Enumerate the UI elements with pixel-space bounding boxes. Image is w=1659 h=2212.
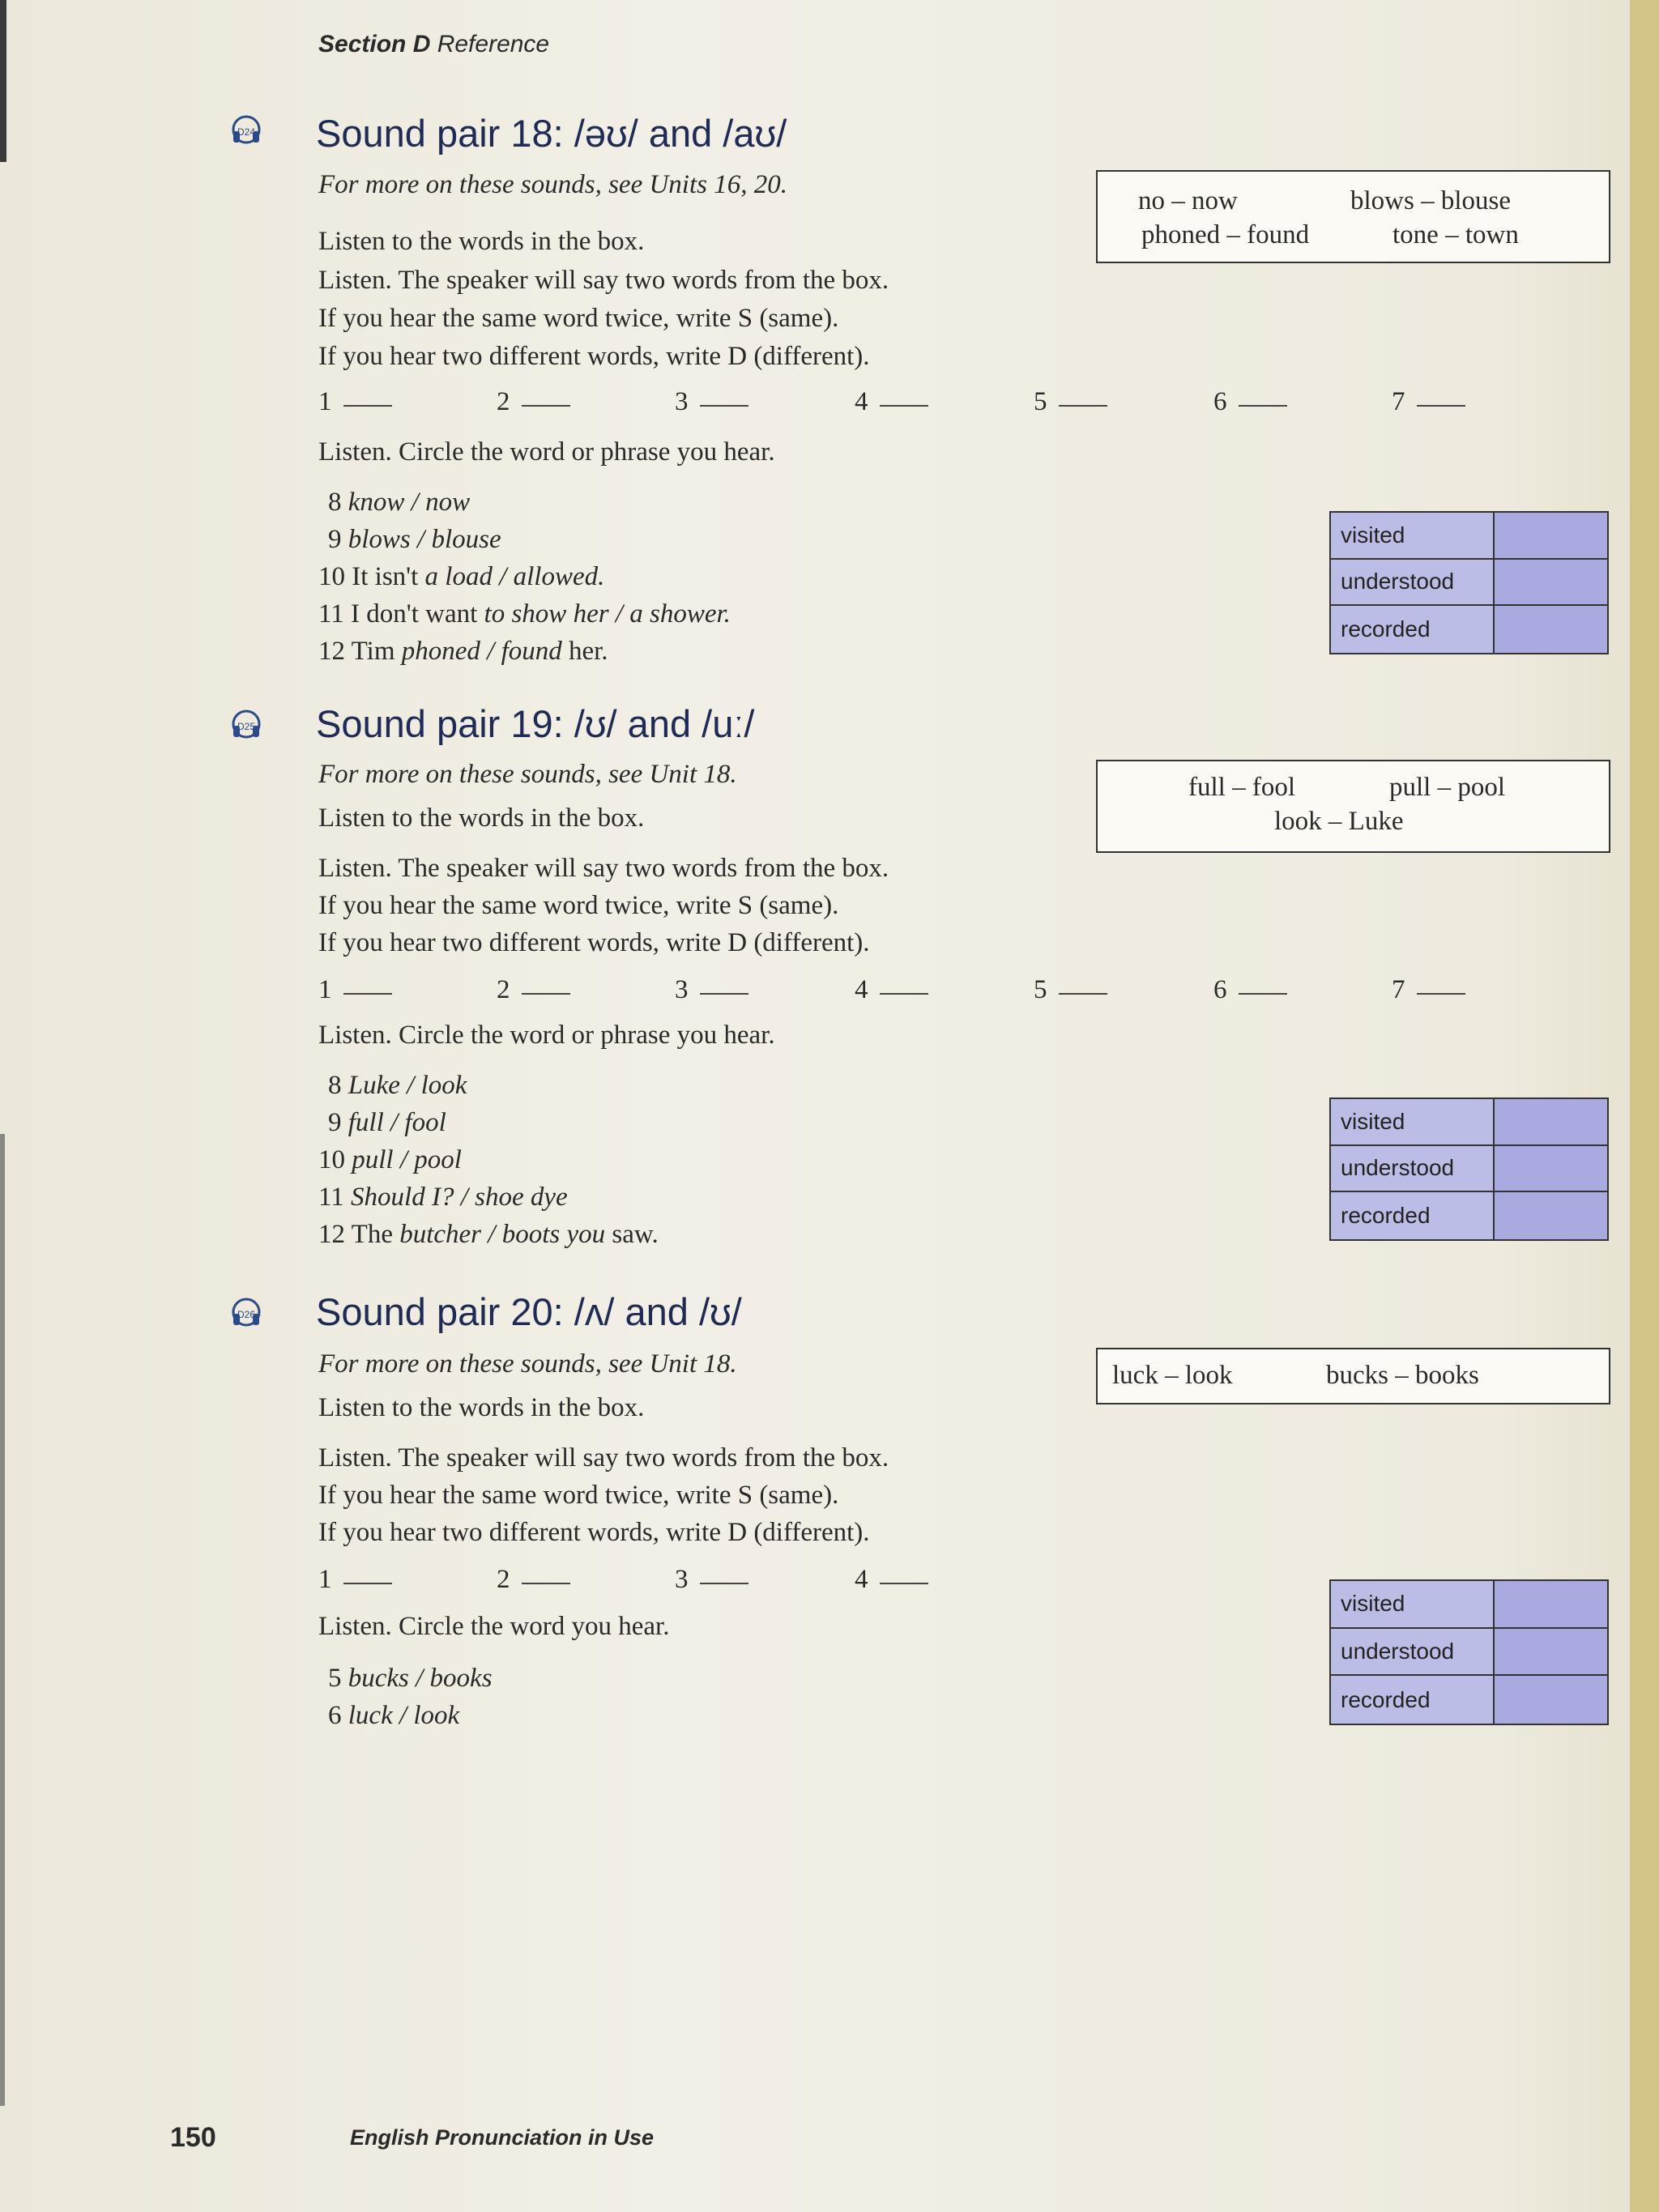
progress-checkbox[interactable] (1495, 1629, 1607, 1677)
word-pair: pull – pool (1389, 773, 1506, 802)
same-diff-line: If you hear the same word twice, write S (same). (318, 1481, 839, 1510)
word-box-20 (1096, 1348, 1610, 1404)
same-diff-line: If you hear two different words, write D (different). (318, 928, 870, 957)
track-label-2: D26 (237, 1309, 256, 1320)
same-diff-line: Listen. The speaker will say two words from the box. (318, 266, 889, 295)
progress-checkbox[interactable] (1495, 513, 1607, 560)
same-diff-line: If you hear the same word twice, write S (same). (318, 304, 839, 333)
word-pair: full – fool (1188, 773, 1295, 802)
word-pair: phoned – found (1141, 220, 1310, 249)
progress-checkbox[interactable] (1495, 560, 1607, 607)
progress-label: visited (1331, 513, 1495, 560)
answer-blank[interactable] (522, 405, 570, 407)
answer-blank[interactable] (1059, 405, 1107, 407)
progress-checklist-19 (1329, 1097, 1609, 1241)
audio-track-icon[interactable] (228, 113, 264, 149)
circle-item[interactable]: 12 Tim phoned / found her. (318, 637, 608, 666)
word-pair: tone – town (1392, 220, 1519, 249)
track-label-0: D24 (237, 126, 256, 138)
header-reference: Reference (437, 31, 550, 58)
progress-label: recorded (1331, 606, 1495, 653)
audio-track-icon[interactable] (228, 1296, 264, 1332)
answer-blank[interactable] (522, 993, 570, 995)
progress-checkbox[interactable] (1495, 1146, 1607, 1193)
page-right-edge (1630, 0, 1659, 2212)
answer-blank[interactable] (1239, 993, 1287, 995)
progress-label: recorded (1331, 1192, 1495, 1239)
page-number: 150 (170, 2122, 216, 2153)
answer-blank[interactable] (880, 1583, 928, 1584)
answer-blank[interactable] (343, 405, 392, 407)
answer-blank[interactable] (1417, 405, 1465, 407)
page-spine-shadow (0, 1134, 5, 2106)
same-diff-line: If you hear the same word twice, write S (same). (318, 891, 839, 920)
answer-blank[interactable] (1239, 405, 1287, 407)
circle-instruction-20: Listen. Circle the word you hear. (318, 1612, 670, 1641)
progress-label: recorded (1331, 1676, 1495, 1724)
box-instruction-18: Listen to the words in the box. (318, 227, 645, 256)
answer-blank[interactable] (522, 1583, 570, 1584)
circle-instruction-18: Listen. Circle the word or phrase you hear. (318, 437, 775, 467)
progress-checkbox[interactable] (1495, 1099, 1607, 1146)
audio-track-icon[interactable] (228, 708, 264, 744)
section-title-19: Sound pair 19: /ʊ/ and /uː/ (316, 702, 755, 745)
progress-checkbox[interactable] (1495, 1676, 1607, 1724)
progress-checklist-20 (1329, 1579, 1609, 1725)
progress-checklist-18 (1329, 511, 1609, 654)
page-spine (0, 0, 6, 162)
word-pair: no – now (1138, 186, 1238, 215)
same-diff-line: If you hear two different words, write D (different). (318, 342, 870, 371)
progress-label: visited (1331, 1099, 1495, 1146)
answer-blank[interactable] (880, 405, 928, 407)
see-units-18: For more on these sounds, see Units 16, 20. (318, 170, 787, 199)
progress-label: understood (1331, 1146, 1495, 1193)
header-section: Section D (318, 31, 431, 58)
circle-item[interactable]: 9 blows / blouse (328, 525, 501, 554)
box-instruction-19: Listen to the words in the box. (318, 803, 645, 833)
answer-blank[interactable] (343, 1583, 392, 1584)
progress-checkbox[interactable] (1495, 606, 1607, 653)
see-units-19: For more on these sounds, see Unit 18. (318, 760, 737, 789)
answer-blank[interactable] (700, 1583, 748, 1584)
circle-item[interactable]: 10 It isn't a load / allowed. (318, 562, 605, 591)
word-pair: blows – blouse (1350, 186, 1511, 215)
progress-label: visited (1331, 1581, 1495, 1629)
circle-item[interactable]: 9 full / fool (328, 1108, 446, 1137)
book-page: Section D Reference D24 Sound pair 18: /əʊ/ and /aʊ/ For more on these sounds, see Units 16, 20. Listen to the words in the box. no – now blows – blouse phoned – found tone – town Listen. The speaker will say two words from the box. If you hear the same word twice, write S (same). If you hear two different words, write D (different). 1 2 3 4 5 6 7 Listen. Circle the word or phrase you hear. 8 know / now 9 blows / blouse 10 It isn't a load / allowed. 11 I don't want to show her / a shower. 12 Tim phoned / found her. visited understood recorded D25 Sound pair 19: /ʊ/ and /uː/ For more on these sounds, see Unit 18. Listen to the words in the box. full – fool pull – pool look – Luke Listen. The speaker will say two words from the box. If you hear the same word twice, write S (same). If you hear two different words, write D (different). 1 2 3 4 5 6 7 Listen. Circle the word or phrase you hear. 8 Luke / look 9 full / fool 10 pull / pool 11 Should I? / shoe dye 12 The butcher / boots you saw. visited understood recorded D26 Sound pair 20: /ʌ/ and /ʊ/ For more on these sounds, see Unit 18. Listen to the words in the box. luck – look bucks – books Listen. The speaker will say two words from the box. If you hear the same word twice, write S (same). If you hear two different words, write D (different). 1 2 3 4 Listen. Circle the word you hear. 5 bucks / books 6 luck / look visited understood recorded 150 English Pronunciation in Use (0, 0, 1659, 2212)
progress-checkbox[interactable] (1495, 1192, 1607, 1239)
box-instruction-20: Listen to the words in the box. (318, 1393, 645, 1422)
word-box-19 (1096, 760, 1610, 853)
same-diff-line: If you hear two different words, write D (different). (318, 1518, 870, 1547)
word-pair: look – Luke (1274, 807, 1404, 836)
word-pair: luck – look (1112, 1361, 1233, 1390)
circle-instruction-19: Listen. Circle the word or phrase you hear. (318, 1021, 775, 1050)
section-title-18: Sound pair 18: /əʊ/ and /aʊ/ (316, 112, 787, 155)
word-box-18 (1096, 170, 1610, 263)
answer-blank[interactable] (880, 993, 928, 995)
circle-item[interactable]: 8 Luke / look (328, 1071, 467, 1100)
same-diff-line: Listen. The speaker will say two words from the box. (318, 1443, 889, 1473)
progress-label: understood (1331, 560, 1495, 607)
answer-blank[interactable] (1059, 993, 1107, 995)
circle-item[interactable]: 11 Should I? / shoe dye (318, 1183, 568, 1212)
circle-item[interactable]: 5 bucks / books (328, 1664, 493, 1693)
book-title: English Pronunciation in Use (350, 2125, 655, 2150)
answer-blank[interactable] (1417, 993, 1465, 995)
answer-blank[interactable] (700, 993, 748, 995)
same-diff-line: Listen. The speaker will say two words from the box. (318, 854, 889, 883)
section-title-20: Sound pair 20: /ʌ/ and /ʊ/ (316, 1290, 742, 1333)
circle-item[interactable]: 8 know / now (328, 488, 471, 517)
running-header (318, 31, 549, 58)
see-units-20: For more on these sounds, see Unit 18. (318, 1349, 737, 1379)
circle-item[interactable]: 12 The butcher / boots you saw. (318, 1220, 659, 1249)
word-pair: bucks – books (1326, 1361, 1479, 1390)
circle-item[interactable]: 6 luck / look (328, 1701, 460, 1730)
progress-label: understood (1331, 1629, 1495, 1677)
progress-checkbox[interactable] (1495, 1581, 1607, 1629)
track-label-1: D25 (237, 721, 256, 732)
circle-item[interactable]: 11 I don't want to show her / a shower. (318, 599, 731, 629)
answer-blank[interactable] (700, 405, 748, 407)
answer-blank[interactable] (343, 993, 392, 995)
circle-item[interactable]: 10 pull / pool (318, 1145, 462, 1174)
